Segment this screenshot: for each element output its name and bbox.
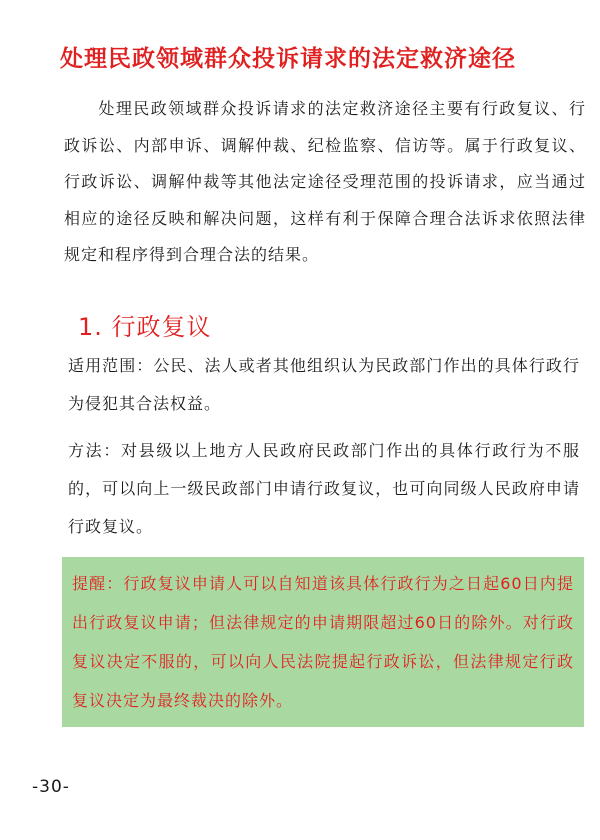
tip-text: 提醒：行政复议申请人可以自知道该具体行政行为之日起60日内提出行政复议申请；但法律规定的申请期限超过60日的除外。对行政复议决定不服的，可以向人民法院提起行政诉讼，但法律规定行政复议决定为最终裁决的除外。 (72, 574, 574, 710)
intro-text: 处理民政领域群众投诉请求的法定救济途径主要有行政复议、行政诉讼、内部申诉、调解仲裁、纪检监察、信访等。属于行政复议、行政诉讼、调解仲裁等其他法定途径受理范围的投诉请求，应当通过相应的途径反映和解决问题，这样有利于保障合理合法诉求依照法律规定和程序得到合理合法的结果。 (64, 99, 586, 264)
section-heading: 1. 行政复议 (78, 313, 212, 341)
page-title: 处理民政领域群众投诉请求的法定救济途径 (60, 46, 516, 72)
tip-box (62, 557, 584, 727)
intro-paragraph (64, 91, 586, 274)
method-paragraph: 方法：对县级以上地方人民政府民政部门作出的具体行政行为不服的，可以向上一级民政部门申请行政复议，也可向同级人民政府申请行政复议。 (68, 441, 580, 536)
page-number: -30- (32, 777, 70, 797)
scope-paragraph: 适用范围：公民、法人或者其他组织认为民政部门作出的具体行政行为侵犯其合法权益。 (68, 356, 580, 413)
